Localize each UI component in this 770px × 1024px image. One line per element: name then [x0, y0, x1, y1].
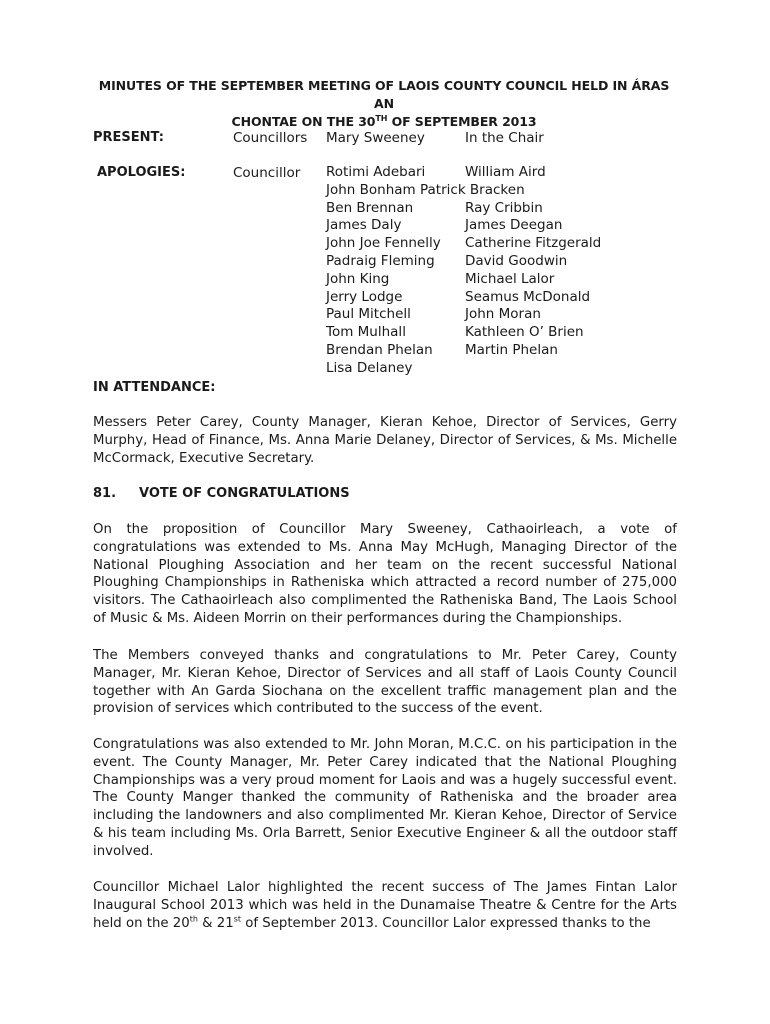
- attendance-text: Messers Peter Carey, County Manager, Kieran Kehoe, Director of Services, Gerry Murphy, Head of Finance, Ms. Anna Marie Delaney, Director of Services, & Ms. Michelle McCormack, Executive Secretary.: [93, 415, 677, 466]
- list-item: [326, 253, 626, 271]
- title-line-2: [92, 113, 676, 131]
- name-col-1: Paul Mitchell: [326, 306, 411, 323]
- name-col-2: Michael Lalor: [465, 270, 555, 287]
- name-col-2: Martin Phelan: [465, 341, 558, 358]
- name-col-1: Rotimi Adebari: [326, 164, 426, 180]
- paragraph-text: & 21: [197, 915, 234, 931]
- name-col-1: Brendan Phelan: [326, 341, 433, 358]
- list-item: [326, 289, 626, 307]
- present-role: Councillors: [233, 130, 308, 146]
- name-col-2: Kathleen O’ Brien: [465, 324, 584, 341]
- section-number: 81.: [93, 486, 117, 501]
- list-item: [326, 324, 626, 342]
- name-col-2: William Aird: [465, 164, 546, 180]
- name-col-2: John Moran: [465, 306, 541, 323]
- name-col-1: Tom Mulhall: [326, 324, 406, 341]
- document-title: [92, 77, 676, 131]
- name-col-1: John King: [326, 270, 390, 287]
- name-col-2: Ray Cribbin: [465, 199, 543, 216]
- paragraph: On the proposition of Councillor Mary Sweeney, Cathaoirleach, a vote of congratulations was extended to Ms. Anna May McHugh, Managing Director of the National Ploughing Association and her team on the recent successful National Ploughing Championships in Ratheniska which attracted a record number of 275,000 visitors. The Cathaoirleach also complimented the Ratheniska Band, The Laois School of Music & Ms. Aideen Morrin on their performances during the Championships.: [93, 522, 677, 626]
- title-line-2-text: CHONTAE ON THE 30: [231, 114, 376, 129]
- list-item: [326, 360, 626, 378]
- paragraph: The Members conveyed thanks and congratulations to Mr. Peter Carey, County Manager, Mr. Kieran Kehoe, Director of Services and all staff of Laois County Council together with An Garda Siochana on the excellent traffic management plan and the provision of services which contributed to the success of the event.: [93, 648, 677, 717]
- name-col-1: John Joe Fennelly: [326, 235, 441, 252]
- name-col-1: Padraig Fleming: [326, 252, 435, 269]
- present-name: Mary Sweeney: [326, 130, 425, 146]
- list-item: [326, 164, 626, 182]
- paragraph-last: [93, 879, 677, 932]
- list-item: [326, 200, 626, 218]
- name-col-1: Lisa Delaney: [326, 359, 413, 376]
- apologies-role: Councillor: [233, 165, 301, 181]
- name-col-2: Catherine Fitzgerald: [465, 235, 602, 252]
- section-title: VOTE OF CONGRATULATIONS: [139, 486, 350, 501]
- present-position: In the Chair: [465, 130, 544, 146]
- name-col-1: Jerry Lodge: [326, 288, 403, 305]
- title-superscript: TH: [375, 113, 388, 123]
- name-col-1: Ben Brennan: [326, 199, 414, 216]
- name-col-1: James Daly: [326, 217, 402, 234]
- name-col-1: John Bonham Patrick Bracken: [326, 181, 525, 198]
- list-item: [326, 342, 626, 360]
- title-line-1: MINUTES OF THE SEPTEMBER MEETING OF LAOIS COUNTY COUNCIL HELD IN ÁRAS AN: [98, 78, 670, 111]
- list-item: [326, 217, 626, 235]
- title-line-2-end: OF SEPTEMBER 2013: [387, 114, 537, 129]
- list-item: [326, 182, 626, 200]
- list-item: [326, 306, 626, 324]
- paragraph-text: of September 2013. Councillor Lalor expressed thanks to the: [241, 915, 651, 931]
- paragraph-text: Councillor Michael Lalor highlighted the recent success of The James Fintan Lalor Inaugural School 2013 which was held in the Dunamaise Theatre & Centre for the Arts held on the 20: [93, 880, 677, 931]
- list-item: [326, 235, 626, 253]
- superscript: st: [233, 914, 242, 924]
- superscript: th: [189, 914, 198, 924]
- attendance-label: IN ATTENDANCE:: [93, 380, 216, 395]
- name-col-2: David Goodwin: [465, 252, 568, 269]
- apologies-label: APOLOGIES:: [97, 165, 186, 180]
- paragraph: Congratulations was also extended to Mr. John Moran, M.C.C. on his participation in the event. The County Manager, Mr. Peter Carey indicated that the National Ploughing Championships was a very proud moment for Laois and was a hugely successful event. The County Manger thanked the community of Ratheniska and the broader area including the landowners and also complimented Mr. Kieran Kehoe, Director of Service & his team including Ms. Orla Barrett, Senior Executive Engineer & all the outdoor staff involved.: [93, 737, 677, 859]
- name-col-2: Seamus McDonald: [465, 288, 591, 305]
- present-label: PRESENT:: [93, 130, 164, 145]
- list-item: [326, 271, 626, 289]
- name-col-2: James Deegan: [465, 217, 563, 234]
- apologies-name-list: [326, 164, 626, 378]
